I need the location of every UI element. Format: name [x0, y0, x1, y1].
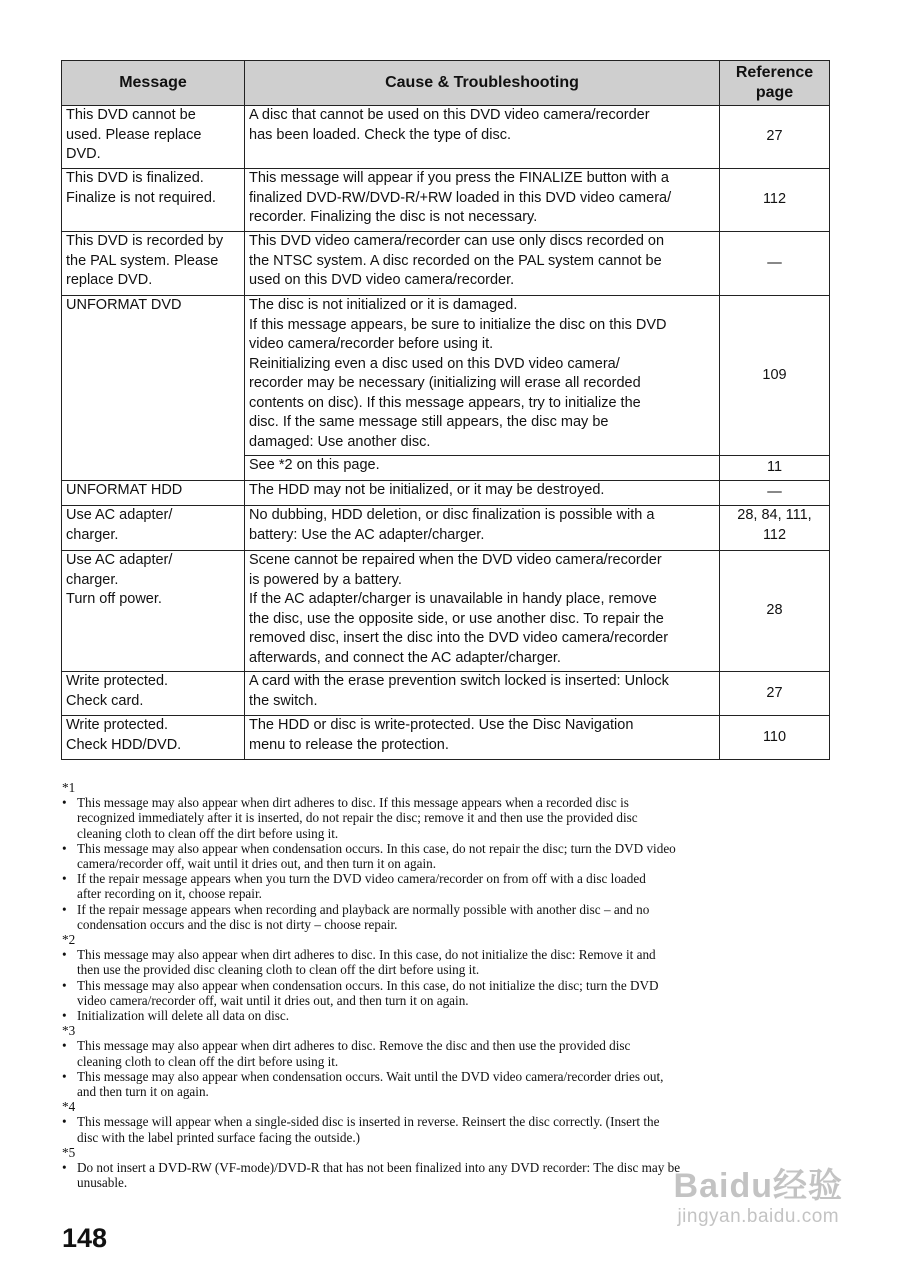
footnote-text: This message may also appear when dirt adheres to disc. Remove the disc and then use the provided disc [77, 1038, 631, 1054]
footnote-text: This message may also appear when condensation occurs. In this case, do not repair the disc; turn the DVD video [77, 840, 676, 856]
message-text: Check HDD/DVD. [66, 736, 182, 753]
footnote-bullet [62, 1008, 832, 1023]
bullet-dot: • [62, 1038, 67, 1054]
footnote-text: cleaning cloth to clean off the dirt before using it. [77, 825, 339, 841]
message-text: UNFORMAT HDD [66, 482, 183, 498]
table-row [62, 296, 830, 456]
footnote-bullet [62, 1114, 832, 1144]
cause-text: This DVD video camera/recorder can use only discs recorded on [249, 233, 665, 249]
cause-text: disc. If the same message still appears, the disc may be [249, 414, 609, 430]
message-text: Finalize is not required. [66, 189, 216, 206]
footnote-bullet [62, 947, 832, 977]
footnote-text: This message may also appear when condensation occurs. Wait until the DVD video camera/recorder dries out, [77, 1068, 664, 1084]
page-number: 148 [62, 1223, 108, 1253]
message-text: Turn off power. [66, 591, 162, 607]
cause-cell [245, 106, 720, 169]
footnote-text: after recording on it, choose repair. [77, 886, 262, 902]
cause-text: The HDD or disc is write-protected. Use the Disc Navigation [249, 717, 634, 733]
table-row [62, 169, 830, 232]
footnote-text: unusable. [77, 1175, 128, 1191]
reference-cell [720, 481, 830, 506]
cause-text: If the AC adapter/charger is unavailable in handy place, remove [249, 591, 657, 607]
header-message: Message [62, 61, 245, 106]
header-reference [720, 61, 830, 106]
reference-cell [720, 232, 830, 296]
footnote-text: If the repair message appears when you turn the DVD video camera/recorder on from off with a disc loaded [77, 871, 646, 887]
cause-text: removed disc, insert the disc into the DVD video camera/recorder [249, 630, 669, 646]
cause-text: The disc is not initialized or it is damaged. [249, 297, 518, 313]
footnote-text: This message will appear when a single-sided disc is inserted in reverse. Reinsert the disc correctly. (Insert the [77, 1114, 660, 1130]
message-text: This DVD cannot be [66, 107, 196, 123]
footnote-text: This message may also appear when condensation occurs. In this case, do not initialize the disc; turn the DVD [77, 977, 659, 993]
reference-text: 28 [766, 602, 783, 619]
cause-text: the NTSC system. A disc recorded on the PAL system cannot be [249, 252, 662, 269]
reference-text: 109 [762, 366, 787, 383]
footnote-marker: *2 [62, 932, 76, 948]
cause-text: See *2 on this page. [249, 457, 380, 473]
cause-text: Reinitializing even a disc used on this DVD video camera/ [249, 355, 620, 372]
message-text: charger. [66, 571, 119, 588]
reference-cell [720, 106, 830, 169]
cause-cell [245, 716, 720, 760]
cause-text: has been loaded. Check the type of disc. [249, 126, 511, 143]
reference-cell [720, 551, 830, 672]
footnote-bullet [62, 841, 832, 871]
reference-text: 110 [762, 728, 787, 745]
footnote-bullet [62, 1069, 832, 1099]
reference-cell [720, 672, 830, 716]
message-text: replace DVD. [66, 272, 153, 288]
watermark-site: jingyan.baidu.com [677, 1206, 840, 1227]
bullet-dot: • [62, 1068, 67, 1084]
bullet-dot: • [62, 871, 67, 887]
message-text: UNFORMAT DVD [66, 297, 182, 313]
cause-text: damaged: Use another disc. [249, 433, 431, 450]
cause-cell [245, 232, 720, 296]
footnote-text: condensation occurs and the disc is not dirty – choose repair. [77, 916, 398, 932]
reference-text: 28, 84, 111, [737, 507, 812, 523]
footnote-marker: *5 [62, 1144, 76, 1160]
reference-cell [720, 456, 830, 481]
cause-text: finalized DVD-RW/DVD-R/+RW loaded in this DVD video camera/ [249, 189, 672, 206]
footnote-bullet [62, 1038, 832, 1068]
header-reference-line: Reference [735, 64, 814, 81]
footnote-text: then use the provided disc cleaning cloth to clean off the dirt before using it. [77, 962, 480, 978]
bullet-dot: • [62, 840, 67, 856]
message-cell [62, 169, 245, 232]
cause-text: A card with the erase prevention switch locked is inserted: Unlock [249, 673, 669, 689]
message-text: charger. [66, 526, 119, 543]
footnote-bullet [62, 795, 832, 841]
footnote-text: This message may also appear when dirt adheres to disc. If this message appears when a recorded disc is [77, 795, 629, 811]
message-text: This DVD is finalized. [66, 170, 204, 186]
reference-cell [720, 506, 830, 551]
message-text: Check card. [66, 692, 144, 709]
reference-cell [720, 169, 830, 232]
table-body [62, 106, 830, 760]
message-cell [62, 296, 245, 481]
reference-text: 112 [762, 191, 787, 208]
footnote-bullet [62, 978, 832, 1008]
reference-text: — [767, 484, 782, 501]
reference-text: 112 [762, 526, 787, 543]
bullet-dot: • [62, 1008, 67, 1024]
baidu-jingyan-watermark [674, 1166, 843, 1228]
message-table [61, 60, 830, 760]
footnotes [62, 780, 832, 1190]
message-cell [62, 551, 245, 672]
footnote-marker: *1 [62, 780, 76, 795]
cause-text: This message will appear if you press the FINALIZE button with a [249, 170, 669, 186]
cause-text: used on this DVD video camera/recorder. [249, 272, 515, 288]
cause-text: Scene cannot be repaired when the DVD video camera/recorder [249, 552, 662, 568]
bullet-dot: • [62, 901, 67, 917]
table-row [62, 481, 830, 506]
message-cell [62, 716, 245, 760]
cause-text: afterwards, and connect the AC adapter/charger. [249, 649, 561, 666]
message-text: This DVD is recorded by [66, 233, 224, 249]
message-text: the PAL system. Please [66, 252, 219, 269]
reference-text: 27 [766, 684, 783, 701]
message-text: Write protected. [66, 673, 169, 689]
cause-text: If this message appears, be sure to initialize the disc on this DVD [249, 316, 667, 333]
footnote-bullet [62, 871, 832, 901]
message-cell [62, 506, 245, 551]
footnote-text: video camera/recorder off, wait until it dries out, and then turn it on again. [77, 992, 469, 1008]
cause-text: the disc, use the opposite side, or use another disc. To repair the [249, 610, 664, 627]
bullet-dot: • [62, 1160, 67, 1176]
footnote-text: Do not insert a DVD-RW (VF-mode)/DVD-R that has not been finalized into any DVD recorder: The disc may be [77, 1160, 681, 1176]
footnote-text: If the repair message appears when recording and playback are normally possible with another disc – and no [77, 901, 650, 917]
cause-text: The HDD may not be initialized, or it may be destroyed. [249, 482, 605, 498]
table-row [62, 106, 830, 169]
table-row [62, 551, 830, 672]
message-cell [62, 106, 245, 169]
bullet-dot: • [62, 795, 67, 811]
reference-cell [720, 296, 830, 456]
cause-cell [245, 456, 720, 481]
table-row [62, 506, 830, 551]
footnote-text: cleaning cloth to clean off the dirt before using it. [77, 1053, 339, 1069]
cause-text: recorder. Finalizing the disc is not necessary. [249, 209, 538, 225]
cause-text: No dubbing, HDD deletion, or disc finalization is possible with a [249, 507, 655, 523]
footnote-text: recognized immediately after it is inserted, do not repair the disc; remove it and then use the provided disc [77, 810, 638, 826]
cause-cell [245, 481, 720, 506]
footnote-marker: *4 [62, 1099, 76, 1115]
footnote-text: and then turn it on again. [77, 1084, 209, 1100]
table-header-row [62, 61, 830, 106]
message-cell [62, 672, 245, 716]
cause-cell [245, 506, 720, 551]
cause-cell [245, 672, 720, 716]
reference-text: 27 [766, 128, 783, 145]
header-cause: Cause & Troubleshooting [245, 61, 720, 106]
message-text: DVD. [66, 146, 101, 162]
footnote-text: disc with the label printed surface facing the outside.) [77, 1129, 361, 1145]
bullet-dot: • [62, 1114, 67, 1130]
table-row [62, 716, 830, 760]
footnote-text: This message may also appear when dirt adheres to disc. In this case, do not initialize the disc: Remove it and [77, 947, 656, 963]
watermark-brand: Baidu经验 [673, 1167, 843, 1205]
cause-text: battery: Use the AC adapter/charger. [249, 526, 485, 543]
message-text: Write protected. [66, 717, 169, 733]
message-cell [62, 232, 245, 296]
footnote-bullet [62, 902, 832, 932]
message-text: used. Please replace [66, 126, 202, 143]
cause-cell [245, 169, 720, 232]
cause-cell [245, 296, 720, 456]
cause-text: menu to release the protection. [249, 736, 449, 753]
cause-text: video camera/recorder before using it. [249, 336, 494, 352]
cause-cell [245, 551, 720, 672]
cause-text: the switch. [249, 692, 318, 709]
header-reference-line: page [755, 84, 794, 101]
reference-text: 11 [766, 459, 783, 476]
table-row [62, 232, 830, 296]
message-text: Use AC adapter/ [66, 507, 173, 523]
cause-text: recorder may be necessary (initializing will erase all recorded [249, 375, 641, 391]
footnote-marker: *3 [62, 1023, 76, 1039]
table-row [62, 672, 830, 716]
message-text: Use AC adapter/ [66, 552, 173, 568]
footnote-text: Initialization will delete all data on disc. [77, 1008, 290, 1024]
footnote-text: camera/recorder off, wait until it dries out, and then turn it on again. [77, 856, 436, 872]
cause-text: A disc that cannot be used on this DVD video camera/recorder [249, 107, 650, 123]
bullet-dot: • [62, 947, 67, 963]
reference-cell [720, 716, 830, 760]
cause-text: contents on disc). If this message appears, try to initialize the [249, 394, 641, 411]
bullet-dot: • [62, 977, 67, 993]
cause-text: is powered by a battery. [249, 571, 402, 588]
reference-text: — [767, 254, 782, 271]
message-cell [62, 481, 245, 506]
